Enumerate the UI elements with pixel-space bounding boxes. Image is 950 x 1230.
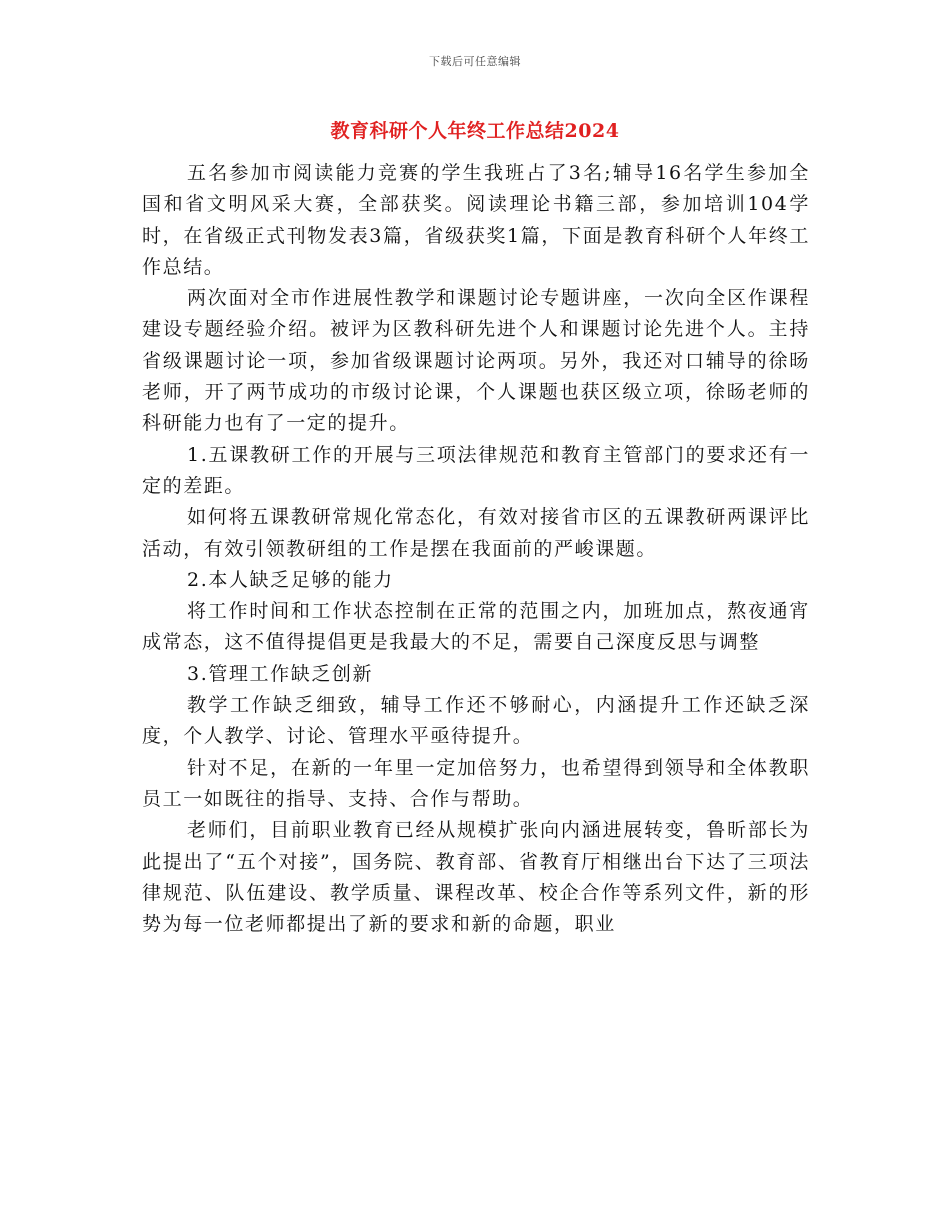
paragraph: 教学工作缺乏细致，辅导工作还不够耐心，内涵提升工作还缺乏深度，个人教学、讨论、管理水平亟待提升。	[142, 694, 810, 748]
document-title: 教育科研个人年终工作总结2024	[330, 120, 620, 142]
list-item-heading: 2.本人缺乏足够的能力	[187, 568, 394, 591]
paragraph: 两次面对全市作进展性教学和课题讨论专题讲座，一次向全区作课程建设专题经验介绍。被评为区教科研先进个人和课题讨论先进个人。主持省级课题讨论一项，参加省级课题讨论两项。另外，我还对口辅导的徐旸老师，开了两节成功的市级讨论课，个人课题也获区级立项，徐旸老师的科研能力也有了一定的提升。	[142, 287, 810, 435]
list-item-heading: 1.五课教研工作的开展与三项法律规范和教育主管部门的要求还有一定的差距。	[142, 443, 810, 497]
list-item-heading: 3.管理工作缺乏创新	[187, 662, 374, 685]
document-body	[142, 158, 810, 940]
paragraph: 老师们，目前职业教育已经从规模扩张向内涵进展转变，鲁昕部长为此提出了“五个对接”，国务院、教育部、省教育厅相继出台下达了三项法律规范、队伍建设、教学质量、课程改革、校企合作等系列文件，新的形势为每一位老师都提出了新的要求和新的命题，职业	[142, 819, 810, 936]
paragraph: 如何将五课教研常规化常态化，有效对接省市区的五课教研两课评比活动，有效引领教研组的工作是摆在我面前的严峻课题。	[142, 506, 810, 560]
header-note: 下载后可任意编辑	[429, 55, 521, 68]
paragraph: 五名参加市阅读能力竞赛的学生我班占了3名;辅导16名学生参加全国和省文明风采大赛，全部获奖。阅读理论书籍三部，参加培训104学时，在省级正式刊物发表3篇，省级获奖1篇，下面是教育科研个人年终工作总结。	[142, 162, 810, 278]
paragraph: 将工作时间和工作状态控制在正常的范围之内，加班加点，熬夜通宵成常态，这不值得提倡更是我最大的不足，需要自己深度反思与调整	[142, 600, 810, 654]
paragraph: 针对不足，在新的一年里一定加倍努力，也希望得到领导和全体教职员工一如既往的指导、支持、合作与帮助。	[142, 756, 810, 810]
